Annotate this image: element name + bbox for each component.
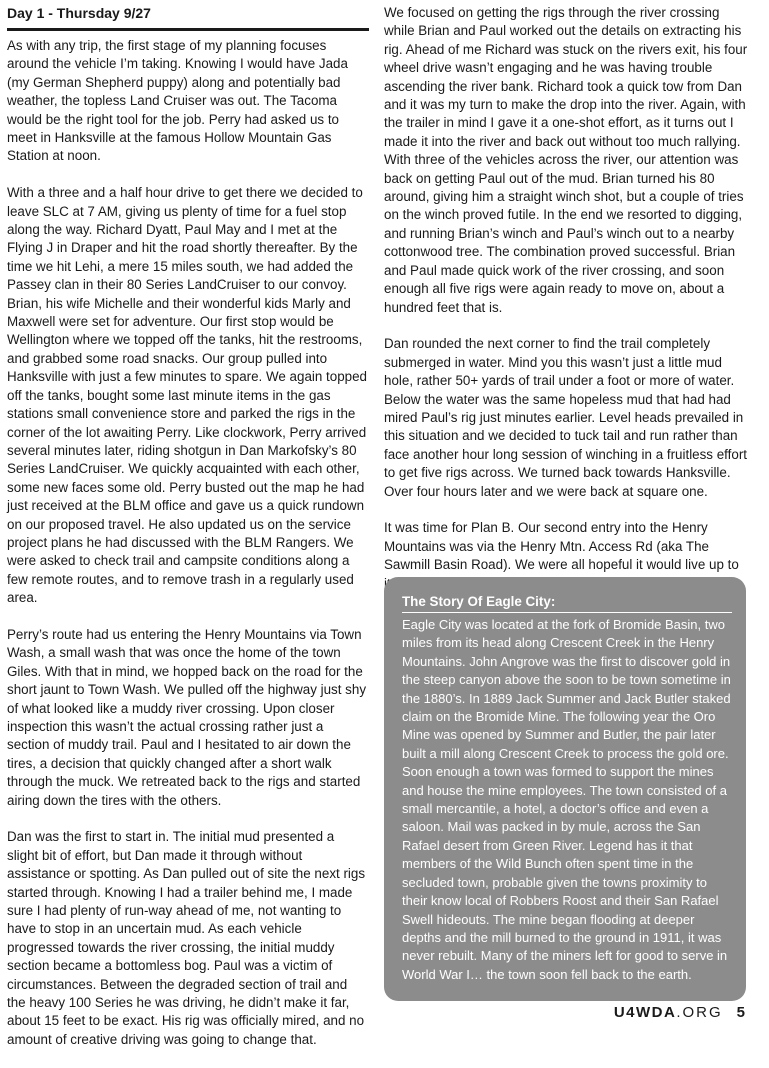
left-column — [7, 4, 369, 1068]
day-heading: Day 1 - Thursday 9/27 — [7, 4, 369, 31]
page-footer — [614, 1004, 745, 1021]
body-paragraph: With a three and a half hour drive to get there we decided to leave SLC at 7 AM, giving us plenty of time for a fuel stop along the way. Richard Dyatt, Paul May and I met at the Flying J in Draper and hit the road shortly thereafter. By the time we hit Lehi, a mere 15 miles south, we had added the Passey clan in their 80 Series LandCruiser to our convoy. Brian, his wife Michelle and their wonderful kids Marly and Maxwell were set for adventure. Our first stop would be Wellington where we topped off the tanks, hit the restrooms, and grabbed some road snacks. Our group pulled into Hanksville with just a few minutes to spare. We again topped off the tanks, bought some last minute items in the gas stations small convenience store and parked the rigs in the corner of the lot awaiting Perry. Like clockwork, Perry arrived several minutes later, riding shotgun in Dan Markofsky’s 80 Series LandCruiser. We quickly acquainted with each other, some new faces some old. Perry busted out the map he had just received at the BLM office and gave us a quick rundown on our proposed travel. He also updated us on the service project plans he had discussed with the BLM Rangers. We were asked to check trail and campsite conditions along a few remote routes, and to remove trash in a regularly used area. — [7, 185, 367, 606]
page-number: 5 — [736, 1004, 745, 1021]
site-name-main: U4WDA — [613, 1004, 677, 1021]
body-paragraph: Perry’s route had us entering the Henry Mountains via Town Wash, a small wash that was once the home of the town Giles. With that in mind, we hopped back on the road for the short jaunt to Town Wash. We pulled off the highway just shy of what looked like a muddy river crossing. Upon closer inspection this wasn’t the actual crossing rather just a section of muddy trail. Paul and I hesitated to air down the tires, a decision that quickly changed after a short walk through the muck. We retreated back to the rigs and started airing down the tires with the others. — [7, 626, 367, 808]
body-paragraph: We focused on getting the rigs through the river crossing while Brian and Paul worked out the details on extracting his rig. Ahead of me Richard was stuck on the rivers exit, his four wheel drive wasn’t engaging and he was having trouble ascending the river bank. Richard took a quick tow from Dan and it was my turn to make the drop into the river. Again, with the trailer in mind I gave it a one-shot effort, as it turns out I made it into the river and back out without too much rallying. With three of the vehicles across the river, our attention was back on getting Paul out of the mud. Brian turned his 80 around, giving him a straight winch shot, but a couple of tries on the winch proved futile. In the end we resorted to digging, and running Brian’s winch and Paul’s winch out to a nearby cottonwood tree. The combination proved successful. Brian and Paul made quick work of the river crossing, and soon enough all five rigs were again ready to move on, about a hundred feet that is. — [384, 5, 748, 315]
sidebar-body: Eagle City was located at the fork of Bromide Basin, two miles from its head along Crescent Creek in the Henry Mountains. John Angrove was the first to discover gold in the steep canyon above the soon to be town sometime in the 1880’s. In 1889 Jack Summer and Jack Butler staked claim on the Bromide Mine. The following year the Oro Mine was opened by Summer and Butler, the pair later built a mill along Crescent Creek to process the gold ore. Soon enough a town was formed to support the mines and house the mine employees. The town consisted of a small mercantile, a hotel, a doctor’s office and even a saloon. Mail was packed in by mule, across the San Rafael desert from Green River. Legend has it that members of the Wild Bunch often spent time in the secluded town, probable given the towns proximity to their know local of Robbers Roost and their San Rafael Swell hideouts. The mine began flooding at deeper depths and the mill burned to the ground in 1911, it was never rebuilt. Many of the miners left for good to serve in World War I… the town soon fell back to the earth. — [402, 617, 731, 982]
site-name — [614, 1004, 723, 1021]
site-name-tld: .ORG — [676, 1004, 723, 1021]
right-column — [384, 4, 748, 611]
sidebar-title: The Story Of Eagle City: — [402, 593, 732, 613]
body-paragraph: It was time for Plan B. Our second entry into the Henry Mountains was via the Henry Mtn. Access Rd (aka The Sawmill Basin Road). We were all hopeful it would live up to — [384, 520, 739, 573]
body-paragraph: Dan rounded the next corner to find the trail completely submerged in water. Mind you this wasn’t just a little mud hole, rather 50+ yards of trail under a foot or more of water. Below the water was the same hopeless mud that had had mired Paul’s rig just minutes earlier. Level heads prevailed in this situation and we decided to tuck tail and run rather than face another hour long session of winching in a fruitless effort to get five rigs across. We turned back towards Hanksville. Over four hours later and we were back at square one. — [384, 336, 747, 499]
eagle-city-sidebar — [384, 577, 746, 1001]
body-paragraph: As with any trip, the first stage of my planning focuses around the vehicle I’m taking. Knowing I would have Jada (my German Shepherd puppy) along and potentially bad weather, the topless Land Cruiser was out. The Tacoma would be the right tool for the job. Perry had asked us to meet in Hanksville at the famous Hollow Mountain Gas Station at noon. — [7, 38, 348, 164]
body-paragraph: Dan was the first to start in. The initial mud presented a slight bit of effort, but Dan made it through without assistance or spotting. As Dan pulled out of site the next rigs started through. Knowing I had a trailer behind me, I made sure I had plenty of run-way ahead of me, not wanting to have to stop in an uncertain mud. As each vehicle progressed towards the river crossing, the initial muddy section became a bottomless bog. Paul was a victim of circumstances. Between the degraded section of trail and the heavy 100 Series he was driving, he didn’t make it far, about 15 feet to be exact. His rig was officially mired, and no amount of creative driving was going to change that. — [7, 829, 366, 1047]
